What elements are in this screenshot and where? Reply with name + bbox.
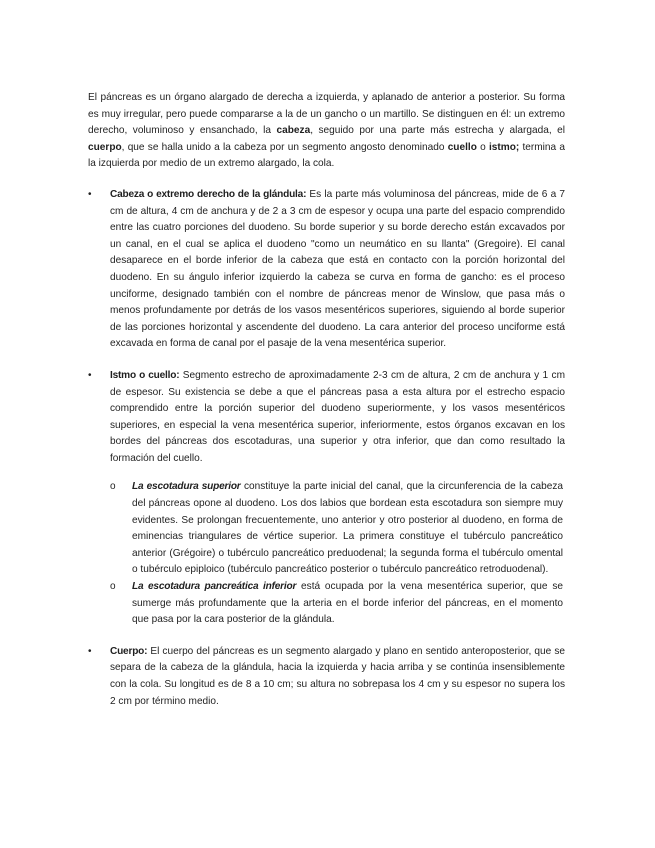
cuerpo-text: El cuerpo del páncreas es un segmento alargado y plano en sentido anteroposterior, que se separa de la cabeza de la glándula, hacia la izquierda y hacia arriba y se continúa insensiblemente con la cola. Su longitud es de 8 a 10 cm; su altura no sobrepasa los 4 cm y su espesor no supera los 2 cm por término medio. bbox=[110, 645, 565, 707]
bullet-icon: • bbox=[88, 369, 92, 381]
escotadura-superior-text: constituye la parte inicial del canal, que la circunferencia de la cabeza del páncreas opone al duodeno. Los dos labios que bordean esta escotadura son siempre muy evidentes. Se prolongan frecuentemente, uno anterior y otro posterior al duodeno, en forma de eminencias triangulares de vértice superior. La primera constituye el tubérculo pancreático anterior (Grégoire) o tubérculo pancreático preduodenal; la segunda forma el tubérculo omental o tubérculo epiploico (tubérculo pancreático posterior o tubérculo pancreático retroduodenal). bbox=[132, 481, 563, 576]
cabeza-text: Es la parte más voluminosa del páncreas, mide de 6 a 7 cm de altura, 4 cm de anchura y de 2 a 3 cm de espesor y ocupa una parte del espacio comprendido entre las cuatro porciones del duodeno. Su borde superior y su borde derecho están excavados por un canal, en el cual se aplica el duodeno "como un neumático en su llanta" (Gregoire). El canal desaparece en el borde inferior de la cabeza que está en contacto con la porción horizontal del duodeno. En su ángulo inferior izquierdo la cabeza se curva en forma de gancho: es el proceso unciforme, designado también con el nombre de páncreas menor de Winslow, que pasa más o menos profundamente por detrás de los vasos mesentéricos superiores, siguiendo al borde superior de las porciones horizontal y ascendente del duodeno. La cara anterior del proceso unciforme está excavada en forma de canal por el pasaje de la vena mesentérica superior. bbox=[110, 188, 565, 350]
term-cuello: cuello bbox=[447, 141, 477, 153]
list-item-cuerpo bbox=[88, 644, 565, 710]
intro-text: , seguido por una parte más estrecha y alargada, el bbox=[310, 125, 565, 137]
escotadura-inferior-paragraph bbox=[132, 579, 563, 629]
cuerpo-heading: Cuerpo: bbox=[110, 645, 148, 657]
cabeza-paragraph bbox=[110, 187, 565, 353]
sub-item-escotadura-inferior bbox=[110, 579, 565, 629]
sub-bullet-icon: o bbox=[110, 581, 116, 593]
escotadura-inferior-text: está ocupada por la vena mesentérica superior, que se sumerge más profundamente que la arteria en el borde inferior del páncreas, en el momento que pasa por la cara posterior de la glándula. bbox=[132, 581, 563, 626]
escotadura-superior-paragraph bbox=[132, 479, 563, 579]
term-cuerpo: cuerpo bbox=[88, 141, 122, 153]
intro-text: o bbox=[476, 141, 489, 153]
intro-text: El páncreas es un órgano alargado de derecha a izquierda, y aplanado de anterior a posterior. Su forma es muy irregular, pero puede compararse a la de un gancho o un martillo. Se distinguen en él: un extremo derecho, voluminoso y ensanchado, la bbox=[88, 92, 565, 137]
sub-list bbox=[110, 479, 565, 628]
intro-paragraph bbox=[88, 90, 565, 173]
istmo-paragraph bbox=[110, 368, 565, 468]
sub-item-escotadura-superior bbox=[110, 479, 565, 579]
istmo-text: Segmento estrecho de aproximadamente 2-3 cm de altura, 2 cm de anchura y 1 cm de espesor. Su existencia se debe a que el páncreas pasa a esta altura por el estrecho espacio comprendido entre la porción superior del duodeno superiormente, y los vasos mesentéricos superiores, en especial la vena mesentérica superior, inferiormente, estos órganos excavan en los bordes del páncreas dos escotaduras, una superior y otra inferior, que dan como resultado la formación del cuello. bbox=[110, 369, 565, 464]
bullet-icon: • bbox=[88, 188, 92, 200]
cabeza-heading: Cabeza o extremo derecho de la glándula: bbox=[110, 188, 307, 200]
istmo-heading: Istmo o cuello: bbox=[110, 369, 180, 381]
intro-text: , que se halla unido a la cabeza por un segmento angosto denominado bbox=[121, 141, 448, 153]
section-list bbox=[88, 187, 565, 710]
term-istmo: istmo; bbox=[488, 141, 520, 153]
intro-text: termina a la izquierda por medio de un extremo alargado, la cola. bbox=[88, 141, 565, 170]
list-item-istmo bbox=[88, 368, 565, 629]
escotadura-inferior-heading: La escotadura pancreática inferior bbox=[132, 581, 297, 593]
term-cabeza: cabeza bbox=[276, 125, 311, 137]
document-page bbox=[88, 90, 565, 725]
bullet-icon: • bbox=[88, 645, 92, 657]
sub-bullet-icon: o bbox=[110, 481, 116, 493]
list-item-cabeza bbox=[88, 187, 565, 353]
escotadura-superior-heading: La escotadura superior bbox=[132, 481, 241, 493]
cuerpo-paragraph bbox=[110, 644, 565, 710]
